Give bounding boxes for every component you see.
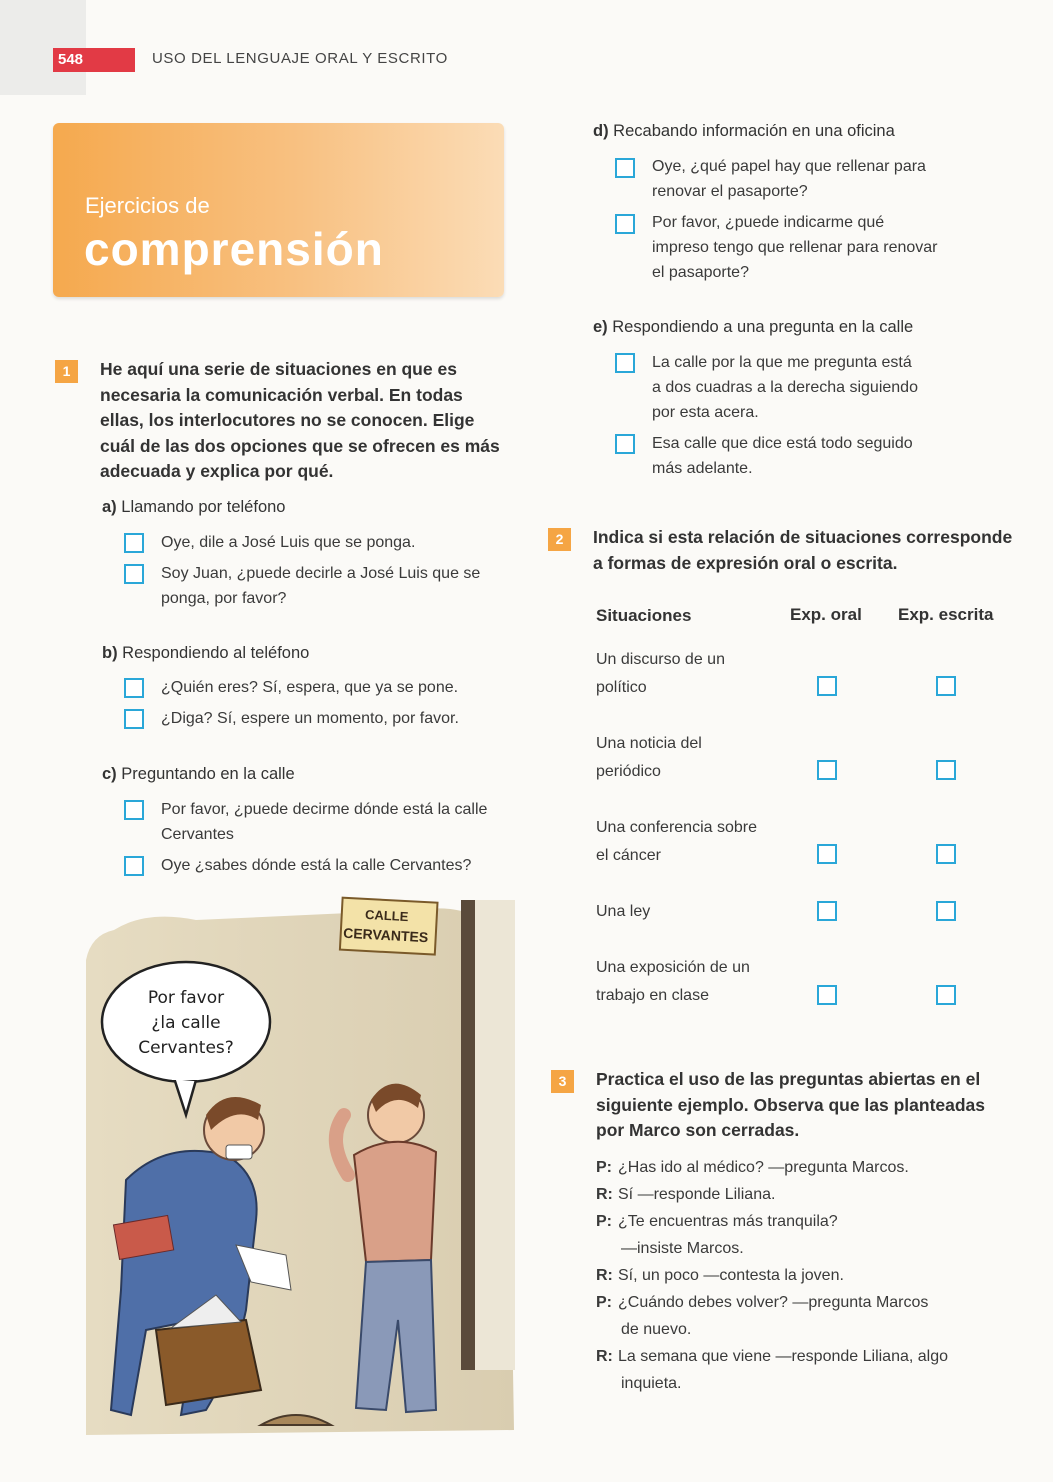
checkbox-row2-written[interactable] (936, 760, 956, 780)
running-head: USO DEL LENGUAJE ORAL Y ESCRITO (152, 50, 448, 67)
checkbox-row3-written[interactable] (936, 844, 956, 864)
page-number: 548 (53, 48, 135, 72)
situation-row-5: Una exposición de un trabajo en clase (596, 959, 750, 1004)
exercise-2-prompt: Indica si esta relación de situaciones corresponde a formas de expresión oral o escrita. (593, 527, 1013, 573)
option-e2-text: Esa calle que dice está todo seguido más adelante. (652, 435, 913, 477)
checkbox-c2[interactable] (124, 856, 144, 876)
table-header-written: Exp. escrita (898, 605, 994, 624)
checkbox-e1[interactable] (615, 353, 635, 373)
option-group-d-label: d) Recabando información en una oficina (593, 122, 895, 140)
title-line-2: comprensión (84, 223, 384, 275)
dialogue-line-6: R: La semana que viene —responde Liliana, algo inquieta. (596, 1348, 949, 1392)
door-panel (475, 900, 515, 1370)
checkbox-e2[interactable] (615, 434, 635, 454)
exercise-3-prompt: Practica el uso de las preguntas abiertas en el siguiente ejemplo. Observa que las planteadas por Marco son cerradas. (596, 1069, 986, 1140)
option-d2-text: Por favor, ¿puede indicarme qué impreso tengo que rellenar para renovar el pasaporte? (652, 214, 938, 281)
option-group-c-label: c) Preguntando en la calle (102, 765, 295, 783)
dialogue-line-2: R: Sí —responde Liliana. (596, 1186, 776, 1203)
checkbox-d2[interactable] (615, 214, 635, 234)
dialogue-line-1: P: ¿Has ido al médico? —pregunta Marcos. (596, 1159, 909, 1176)
situation-row-2: Una noticia del periódico (596, 735, 702, 780)
illustration-street-scene (86, 890, 520, 1450)
dialogue (596, 1154, 1016, 1397)
checkbox-row3-oral[interactable] (817, 844, 837, 864)
option-c1-text: Por favor, ¿puede decirme dónde está la calle Cervantes (161, 801, 488, 843)
exercise-3-number: 3 (551, 1070, 574, 1093)
checkbox-row2-oral[interactable] (817, 760, 837, 780)
table-header-situations: Situaciones (596, 606, 692, 625)
checkbox-c1[interactable] (124, 800, 144, 820)
svg-text:Cervantes?: Cervantes? (138, 1038, 234, 1058)
title-line-1: Ejercicios de (85, 193, 210, 218)
exercise-1-prompt: He aquí una serie de situaciones en que es necesaria la comunicación verbal. En todas ellas, los interlocutores no se conocen. Elige cuál de las dos opciones que se ofrecen es más adecuada y explica por qué. (100, 359, 500, 481)
exercise-2-number: 2 (548, 528, 571, 551)
checkbox-row5-written[interactable] (936, 985, 956, 1005)
street-sign (340, 898, 438, 955)
checkbox-a2[interactable] (124, 564, 144, 584)
exercise-1-number: 1 (55, 360, 78, 383)
option-c2-text: Oye ¿sabes dónde está la calle Cervantes? (161, 857, 472, 874)
checkbox-row5-oral[interactable] (817, 985, 837, 1005)
checkbox-row4-oral[interactable] (817, 901, 837, 921)
checkbox-b2[interactable] (124, 709, 144, 729)
door-frame (461, 900, 475, 1370)
checkbox-b1[interactable] (124, 678, 144, 698)
checkbox-row1-written[interactable] (936, 676, 956, 696)
table-header-oral: Exp. oral (790, 605, 862, 624)
option-d1-text: Oye, ¿qué papel hay que rellenar para renovar el pasaporte? (652, 158, 926, 200)
dialogue-line-4: R: Sí, un poco —contesta la joven. (596, 1267, 844, 1284)
svg-text:Por favor: Por favor (147, 988, 225, 1008)
checkbox-row1-oral[interactable] (817, 676, 837, 696)
dialogue-line-5: P: ¿Cuándo debes volver? —pregunta Marcos de nuevo. (596, 1294, 929, 1338)
situation-row-4: Una ley (596, 903, 651, 920)
dialogue-line-3: P: ¿Te encuentras más tranquila? —insiste Marcos. (596, 1213, 838, 1257)
checkbox-d1[interactable] (615, 158, 635, 178)
situation-row-1: Un discurso de un político (596, 651, 725, 696)
situation-row-3: Una conferencia sobre el cáncer (596, 819, 757, 864)
checkbox-row4-written[interactable] (936, 901, 956, 921)
option-group-b-label: b) Respondiendo al teléfono (102, 644, 310, 662)
svg-text:CERVANTES: CERVANTES (342, 924, 429, 946)
option-b1-text: ¿Quién eres? Sí, espera, que ya se pone. (161, 679, 459, 696)
checkbox-a1[interactable] (124, 533, 144, 553)
option-group-a-label: a) Llamando por teléfono (102, 498, 286, 516)
option-group-e-label: e) Respondiendo a una pregunta en la calle (593, 318, 914, 336)
option-b2-text: ¿Diga? Sí, espere un momento, por favor. (161, 710, 459, 727)
option-a1-text: Oye, dile a José Luis que se ponga. (161, 534, 416, 551)
option-e1-text: La calle por la que me pregunta está a dos cuadras a la derecha siguiendo por esta acera. (652, 354, 918, 421)
svg-text:¿la calle: ¿la calle (151, 1013, 221, 1033)
svg-text:CALLE: CALLE (364, 906, 409, 925)
option-a2-text: Soy Juan, ¿puede decirle a José Luis que se ponga, por favor? (161, 565, 481, 607)
